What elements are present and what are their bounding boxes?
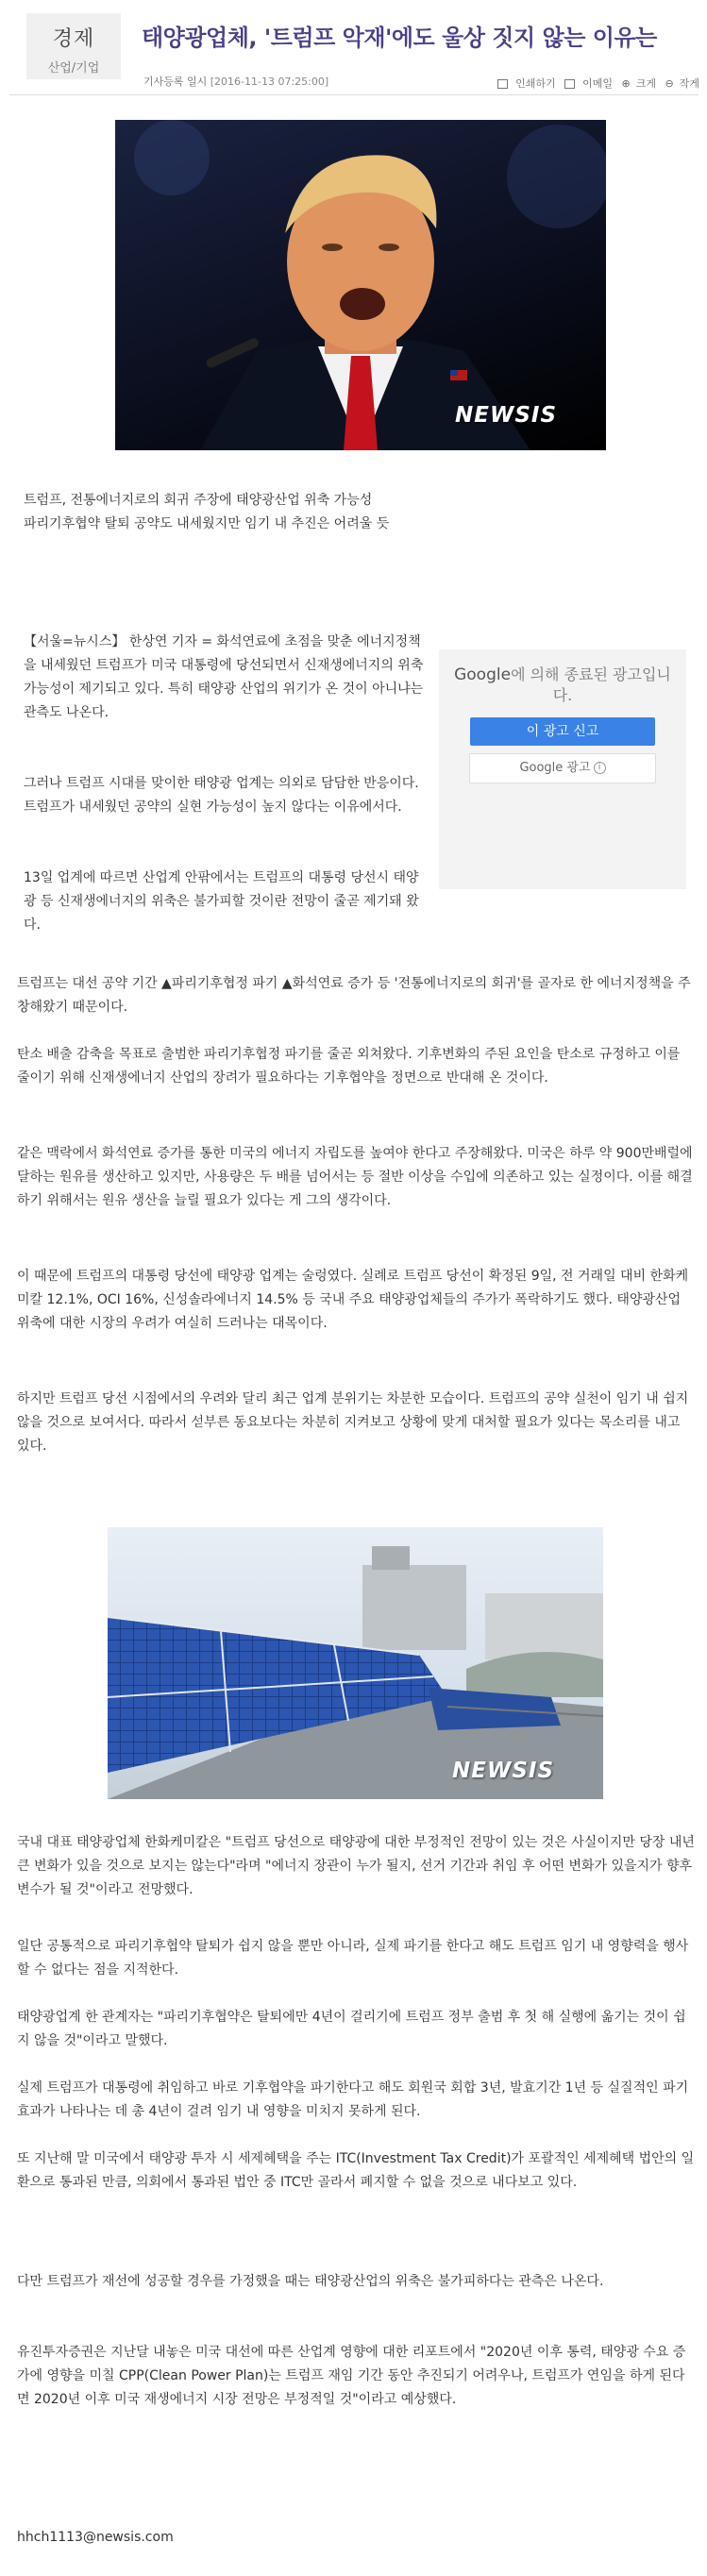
paragraph: 같은 맥락에서 화석연료 증가를 통한 미국의 에너지 자립도를 높여야 한다고 주장해왔다. 미국은 하루 약 900만배럴에 달하는 원유를 생산하고 있지만, 사용량은 두 배를 넘어서는 등 절반 이상을 수입에 의존하고 있는 실정이다. 이를 해결하기 위해서는 원유 생산을 늘릴 필요가 있다는 게 그의 생각이다.	[17, 1146, 693, 1208]
paragraph: 실제 트럼프가 대통령에 취임하고 바로 기후협약을 파기한다고 해도 회원국 회합 3년, 발효기간 1년 등 실질적인 파기 효과가 나타나는 데 총 4년이 걸려 임기 내 영향을 미치지 못하게 된다.	[17, 2080, 689, 2119]
print-label: 인쇄하기	[515, 77, 556, 90]
paragraph: 【서울=뉴시스】 한상연 기자 = 화석연료에 초점을 맞춘 에너지정책을 내세웠던 트럼프가 미국 대통령에 당선되면서 신재생에너지의 위축 가능성이 제기되고 있다. 특히 태양광 산업의 위기가 온 것이 아니냐는 관측도 나온다.	[24, 634, 424, 720]
paragraph: 하지만 트럼프 당선 시점에서의 우려와 달리 최근 업계 분위기는 차분한 모습이다. 트럼프의 공약 실천이 임기 내 쉽지 않을 것으로 보여서다. 따라서 섣부른 동요보다는 차분히 지켜보고 상황에 맞게 대처할 필요가 있다는 목소리를 내고 있다.	[17, 1391, 689, 1454]
google-ads-button[interactable]	[469, 753, 656, 783]
paragraph: 태양광업계 한 관계자는 "파리기후협약은 탈퇴에만 4년이 걸리기에 트럼프 정부 출범 후 첫 해 실행에 옮기는 것이 쉽지 않을 것"이라고 말했다.	[17, 2010, 686, 2048]
summary-line: 트럼프, 전통에너지로의 회귀 주장에 태양광산업 위축 가능성	[24, 493, 373, 508]
section-sub: 산업/기업	[47, 61, 100, 76]
mail-icon	[564, 79, 575, 89]
font-bigger-button[interactable]: ⊕ 크게	[621, 77, 657, 90]
report-ad-button[interactable]: 이 광고 신고	[470, 717, 655, 746]
paragraph: 일단 공통적으로 파리기후협약 탈퇴가 쉽지 않을 뿐만 아니라, 실제 파기를 한다고 해도 트럼프 임기 내 영향력을 행사할 수 없다는 점을 지적한다.	[17, 1939, 689, 1978]
paragraph: 국내 대표 태양광업체 한화케미칼은 "트럼프 당선으로 태양광에 대한 부정적인 전망이 있는 것은 사실이지만 당장 내년 큰 변화가 있을 것으로 보지는 않는다"라며 "에너지 장관이 누가 될지, 선거 기간과 취임 후 어떤 변화가 있을지가 향후 변수가 될 것"이라고 전망했다.	[17, 1835, 695, 1897]
header-divider	[9, 94, 699, 95]
paragraph: 탄소 배출 감축을 목표로 출범한 파리기후협정 파기를 줄곧 외쳐왔다. 기후변화의 주된 요인을 탄소로 규정하고 이를 줄이기 위해 신재생에너지 산업의 장려가 필요하다는 기후협약을 정면으로 반대해 온 것이다.	[17, 1047, 681, 1086]
newsis-watermark: NEWSIS	[452, 1759, 555, 1783]
paragraph: 이 때문에 트럼프의 대통령 당선에 태양광 업계는 술렁였다. 실례로 트럼프 당선이 확정된 9일, 전 거래일 대비 한화케미칼 12.1%, OCI 16%, 신성솔라에너지 14.5% 등 국내 주요 태양광업체들의 주가가 폭락하기도 했다. 태양광산업 위축에 대한 시장의 우려가 여실히 드러나는 대목이다.	[17, 1269, 689, 1331]
reg-date: [2016-11-13 07:25:00]	[210, 76, 329, 88]
font-smaller-button[interactable]: ⊖ 작게	[665, 77, 699, 90]
print-button[interactable]	[497, 77, 556, 90]
solar-panel-photo	[108, 1527, 603, 1799]
paragraph: 유진투자증권은 지난달 내놓은 미국 대선에 따른 산업계 영향에 대한 리포트에서 "2020년 이후 통력, 태양광 수요 증가에 영향을 미칠 CPP(Clean Power Plan)는 트럼프 재임 기간 동안 추진되기 어려우나, 트럼프가 연임을 하게 된다면 2020년 이후 미국 재생에너지 시장 전망은 부정적일 것"이라고 예상했다.	[17, 2345, 686, 2407]
ad-box	[439, 649, 686, 889]
ad-message-text: 에 의해 종료된 광고입니다.	[511, 665, 671, 704]
trump-illustration	[115, 120, 606, 450]
smaller-label: 작게	[679, 77, 699, 90]
paragraph: 다만 트럼프가 재선에 성공할 경우를 가정했을 때는 태양광산업의 위축은 불가피하다는 관측은 나온다.	[17, 2274, 604, 2289]
google-brand: Google	[454, 665, 512, 684]
article-tools	[492, 76, 699, 91]
reg-label: 기사등록 일시	[143, 76, 208, 88]
printer-icon	[497, 79, 508, 89]
trump-photo	[115, 120, 606, 450]
google-ads-label: Google 광고	[519, 761, 591, 775]
info-icon: i	[594, 762, 606, 774]
article-date	[143, 74, 328, 89]
paragraph: 또 지난해 말 미국에서 태양광 투자 시 세제혜택을 주는 ITC(Investment Tax Credit)가 포괄적인 세제혜택 법안의 일환으로 통과된 만큼, 의회에서 통과된 법안 중 ITC만 골라서 폐지할 수 없을 것으로 내다보고 있다.	[17, 2151, 695, 2190]
paragraph: 트럼프는 대선 공약 기간 ▲파리기후협정 파기 ▲화석연료 증가 등 '전통에너지로의 회귀'를 골자로 한 에너지정책을 주창해왔기 때문이다.	[17, 976, 691, 1015]
ad-message	[439, 665, 686, 706]
section-badge[interactable]	[26, 13, 121, 79]
paragraph: 13일 업계에 따르면 산업계 안팎에서는 트럼프의 대통령 당선시 태양광 등 신재생에너지의 위축은 불가피할 것이란 전망이 줄곧 제기돼 왔다.	[24, 870, 419, 933]
section-name: 경제	[52, 27, 95, 51]
paragraph: 그러나 트럼프 시대를 맞이한 태양광 업계는 의외로 담담한 반응이다. 트럼프가 내세웠던 공약의 실현 가능성이 높지 않다는 이유에서다.	[24, 776, 419, 815]
article-title: 태양광업체, '트럼프 악재'에도 울상 짓지 않는 이유는	[142, 25, 657, 51]
article-summary	[24, 489, 429, 536]
email-label: 이메일	[582, 77, 614, 90]
bigger-label: 크게	[635, 77, 657, 90]
summary-line: 파리기후협약 탈퇴 공약도 내세웠지만 임기 내 추진은 어려울 듯	[24, 516, 390, 531]
newsis-watermark: NEWSIS	[455, 403, 558, 428]
email-button[interactable]	[564, 77, 613, 90]
reporter-email[interactable]: hhch1113@newsis.com	[17, 2530, 174, 2545]
